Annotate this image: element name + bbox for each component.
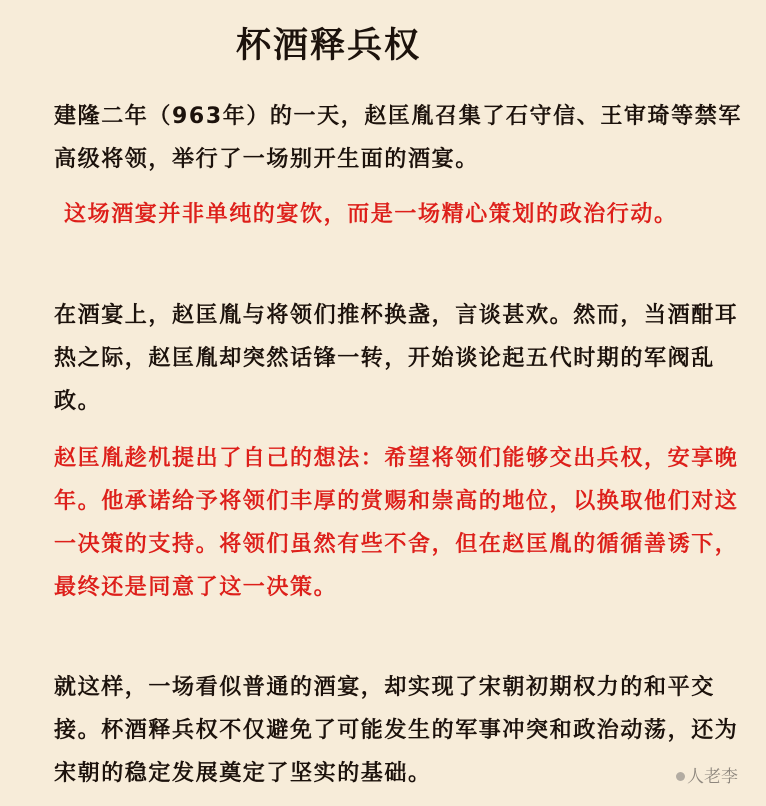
paragraph-conclusion: 就这样，一场看似普通的酒宴，却实现了宋朝初期权力的和平交接。杯酒释兵权不仅避免了可能发生的军事冲突和政治动荡，还为宋朝的稳定发展奠定了坚实的基础。: [54, 675, 739, 786]
watermark-logo-icon: [676, 772, 685, 781]
article-title: 杯酒释兵权: [236, 26, 422, 66]
paragraph-political-action: 这场酒宴并非单纯的宴饮，而是一场精心策划的政治行动。: [64, 202, 678, 227]
paragraph-banquet: 在酒宴上，赵匡胤与将领们推杯换盏，言谈甚欢。然而，当酒酣耳热之际，赵匡胤却突然话锋一转，开始谈论起五代时期的军阀乱政。: [54, 303, 739, 414]
paragraph-proposal: 赵匡胤趁机提出了自己的想法：希望将领们能够交出兵权，安享晚年。他承诺给予将领们丰厚的赏赐和崇高的地位，以换取他们对这一决策的支持。将领们虽然有些不舍，但在赵匡胤的循循善诱下，最终还是同意了这一决策。: [54, 446, 739, 600]
watermark-text: 人老李: [687, 767, 738, 787]
paragraph-intro: 建隆二年（963年）的一天，赵匡胤召集了石守信、王审琦等禁军高级将领，举行了一场别开生面的酒宴。: [54, 104, 742, 172]
watermark: [676, 766, 738, 788]
